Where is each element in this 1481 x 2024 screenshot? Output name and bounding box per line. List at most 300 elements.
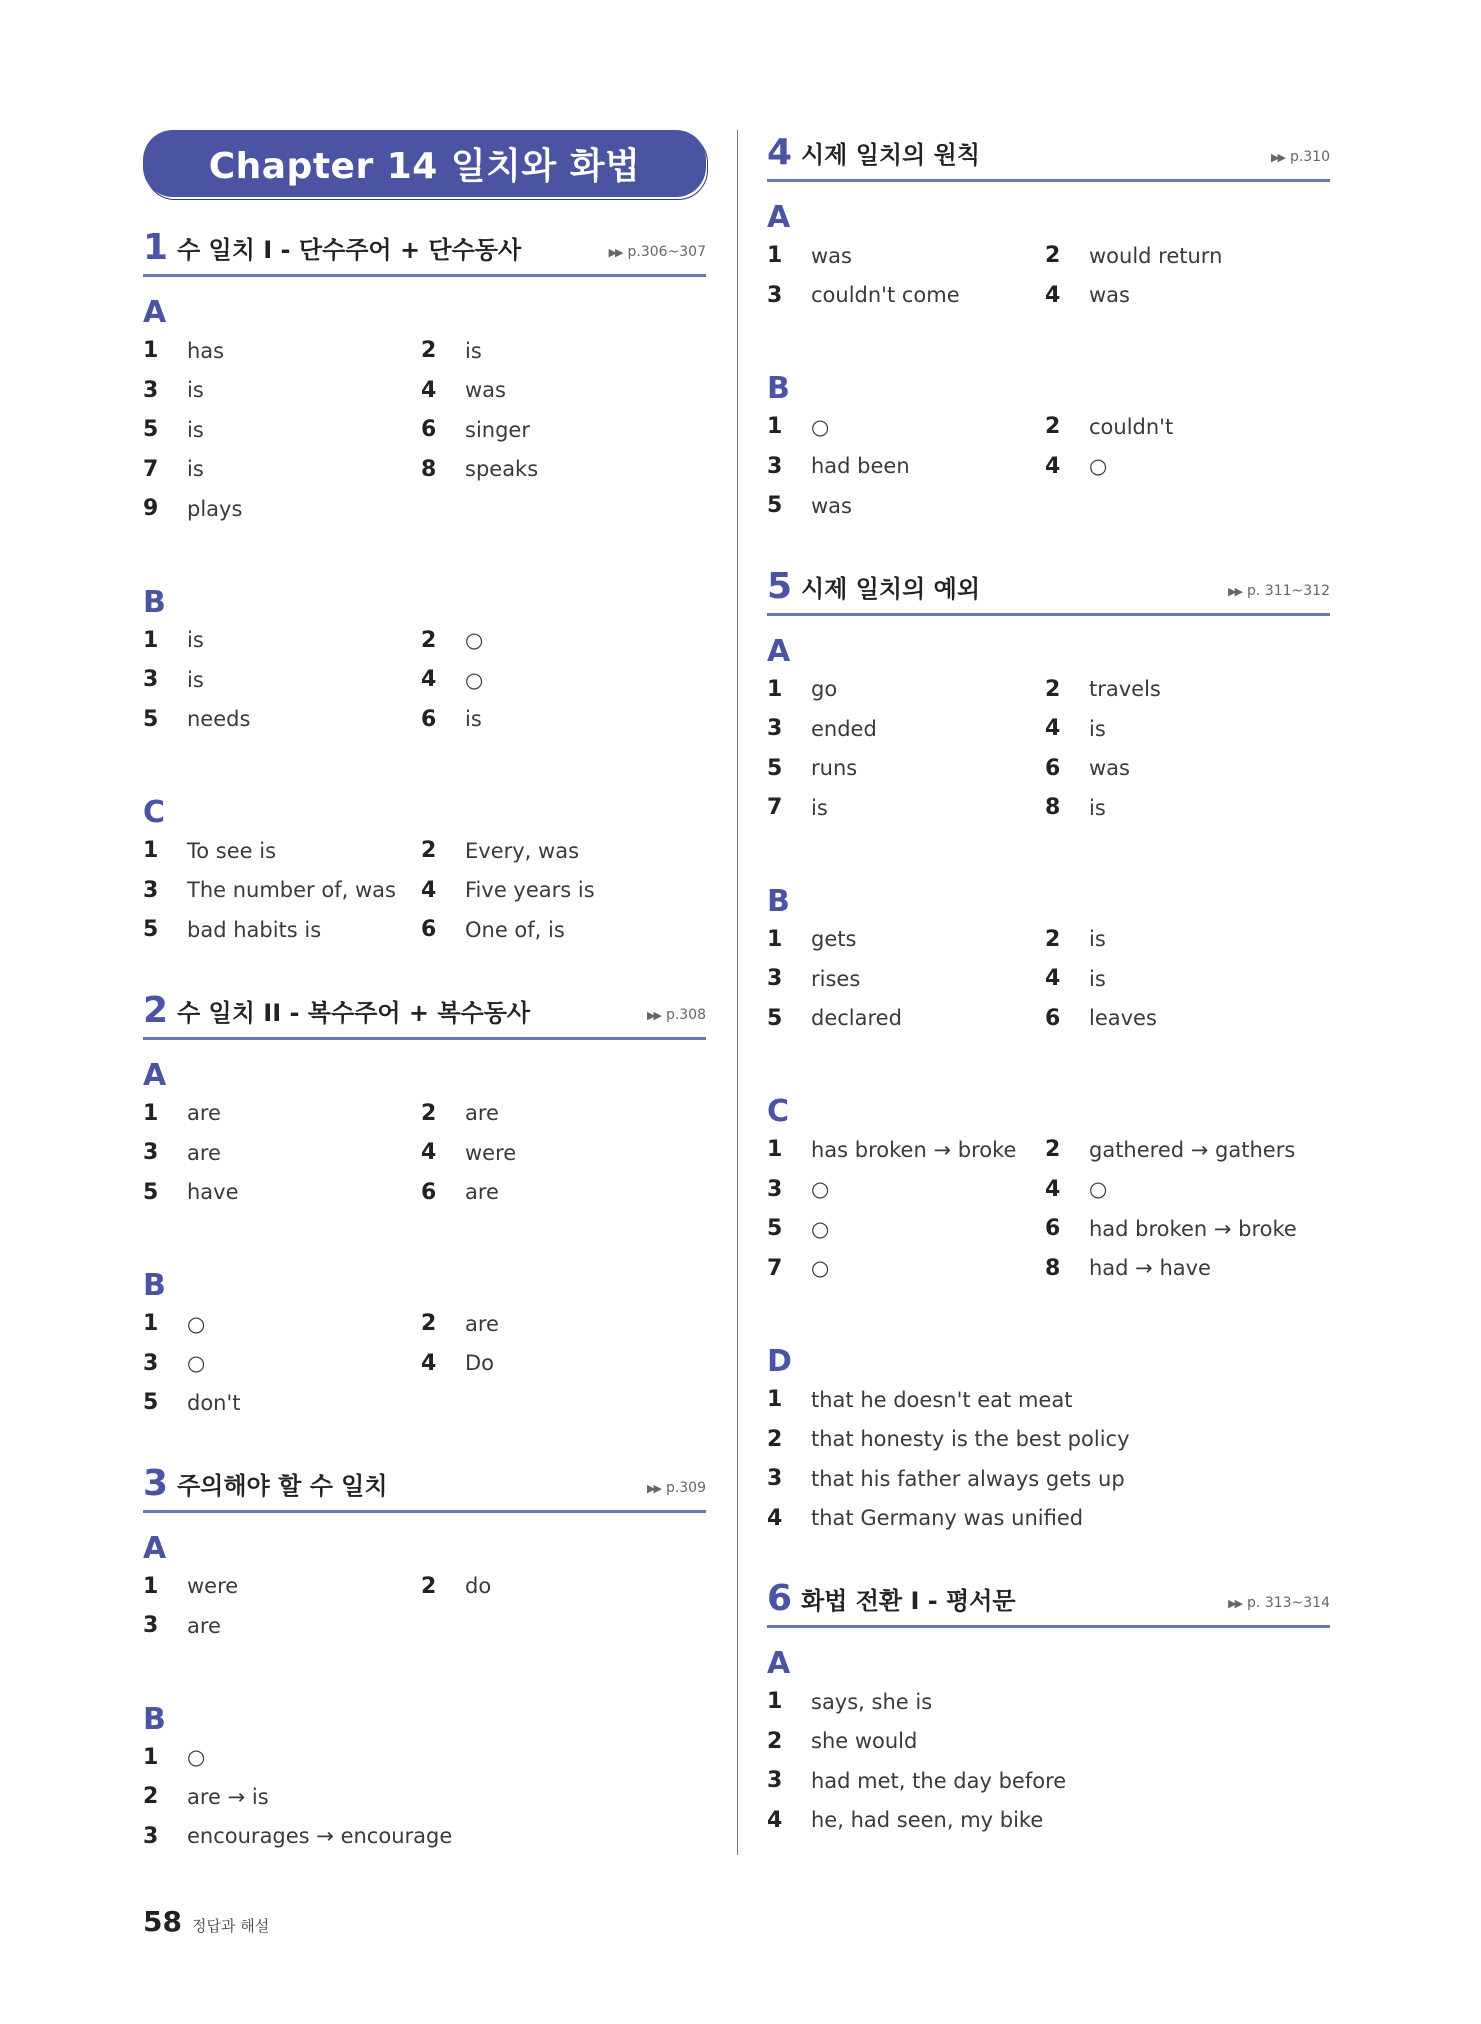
section-spacer <box>143 1423 706 1461</box>
answer-text: were <box>465 1140 517 1165</box>
answer-number: 1 <box>767 676 783 702</box>
answer-number: 1 <box>767 1689 783 1715</box>
answer-text: ○ <box>465 628 484 653</box>
answer-text: had → have <box>1089 1256 1211 1281</box>
answer-text: declared <box>811 1006 902 1031</box>
answer-item <box>143 371 421 411</box>
answer-number: 6 <box>1045 1005 1061 1031</box>
page-number: 58 <box>143 1905 182 1938</box>
answer-text: ○ <box>811 1256 830 1281</box>
answer-item <box>143 660 421 700</box>
answer-number: 2 <box>767 1426 783 1452</box>
answer-text: are <box>187 1613 221 1638</box>
answer-item <box>143 1817 706 1857</box>
answer-number: 7 <box>143 456 159 482</box>
answer-item <box>421 831 706 871</box>
answer-number: 2 <box>421 1573 437 1599</box>
answer-item <box>1045 788 1330 828</box>
answer-text: is <box>1089 795 1106 820</box>
answer-number: 3 <box>767 716 783 742</box>
answer-number: 3 <box>767 966 783 992</box>
answer-text: had met, the day before <box>811 1768 1067 1793</box>
page-ref-arrow-icon: ▶▶ <box>608 246 622 259</box>
answer-number: 5 <box>143 1390 159 1416</box>
answer-number: 4 <box>767 1505 783 1531</box>
answer-item <box>143 410 421 450</box>
part-letter-A: A <box>767 1646 791 1681</box>
section-number: 6 <box>767 1578 793 1619</box>
answer-text: was <box>1089 756 1130 781</box>
page-reference <box>1271 142 1330 173</box>
part-letter-A: A <box>767 633 791 669</box>
answer-number: 3 <box>767 1176 783 1202</box>
page-reference-text: p.309 <box>665 1479 706 1496</box>
answer-number: 9 <box>143 496 159 522</box>
answer-item <box>767 670 1045 710</box>
answer-text: is <box>1089 716 1106 741</box>
answer-item <box>421 700 706 740</box>
answer-number: 3 <box>767 453 783 479</box>
answer-text: rises <box>811 966 861 991</box>
answer-text: has broken → broke <box>811 1137 1017 1162</box>
part-letter-C: C <box>143 795 166 830</box>
section-header <box>143 225 706 277</box>
answer-list <box>143 1304 706 1423</box>
page-footer <box>143 1905 269 1938</box>
section-header <box>767 1576 1330 1628</box>
answer-item <box>767 1682 1330 1722</box>
page-reference <box>647 1473 706 1504</box>
answer-item <box>421 1567 706 1607</box>
answer-text: he, had seen, my bike <box>811 1808 1044 1833</box>
answer-item <box>143 1304 421 1344</box>
answer-item <box>767 486 1045 526</box>
answer-number: 3 <box>767 282 783 308</box>
answer-item <box>421 621 706 661</box>
answer-item <box>421 1094 706 1134</box>
answer-number: 2 <box>421 338 437 364</box>
answer-number: 3 <box>143 1613 159 1639</box>
answer-number: 7 <box>767 795 783 821</box>
part-letter-B: B <box>767 371 790 406</box>
answer-item <box>143 1606 421 1646</box>
answer-text: is <box>465 707 482 732</box>
answer-item <box>421 331 706 371</box>
answer-item <box>767 999 1045 1039</box>
section-title: 수 일치 II - 복수주어 + 복수동사 <box>177 998 531 1027</box>
answer-list <box>767 407 1330 526</box>
answer-item <box>767 1722 1330 1762</box>
answer-text: that honesty is the best policy <box>811 1427 1130 1452</box>
section-spacer <box>767 526 1330 564</box>
answer-text: would return <box>1089 243 1223 268</box>
answer-number: 2 <box>421 627 437 653</box>
answer-item <box>767 1801 1330 1841</box>
part-spacer <box>143 1646 706 1684</box>
answer-number: 8 <box>1045 795 1061 821</box>
answer-text: is <box>811 795 828 820</box>
page-reference <box>609 237 706 268</box>
answer-number: 1 <box>767 926 783 952</box>
answer-item <box>767 1459 1330 1499</box>
answer-item <box>421 1344 706 1384</box>
answer-item <box>143 1133 421 1173</box>
answer-item <box>767 1420 1330 1460</box>
section-title: 수 일치 I - 단수주어 + 단수동사 <box>177 236 522 264</box>
answer-number: 6 <box>421 417 437 443</box>
answer-number: 1 <box>143 1311 159 1337</box>
page-reference <box>1228 1588 1330 1619</box>
section-header <box>143 1461 706 1513</box>
answer-number: 2 <box>1045 1137 1061 1163</box>
answer-text: go <box>811 677 838 702</box>
answer-item <box>1045 1209 1330 1249</box>
answer-item <box>421 1133 706 1173</box>
answer-number: 7 <box>767 1255 783 1281</box>
answer-text: that Germany was unified <box>811 1506 1084 1531</box>
answer-item <box>143 831 421 871</box>
answer-text: ○ <box>1089 454 1108 479</box>
answer-number: 3 <box>767 1768 783 1794</box>
answer-number: 4 <box>1045 1176 1061 1202</box>
answer-text: gets <box>811 927 857 952</box>
section-2 <box>143 988 706 1423</box>
part-letter-A: A <box>143 295 167 330</box>
answer-item <box>1045 236 1330 276</box>
answer-text: ○ <box>1089 1177 1108 1202</box>
answer-item <box>1045 276 1330 316</box>
answer-text: plays <box>187 496 243 521</box>
section-header <box>767 130 1330 182</box>
answer-list <box>767 1682 1330 1840</box>
page-reference-text: p.310 <box>1289 149 1330 165</box>
answer-number: 3 <box>767 1466 783 1492</box>
answer-number: 1 <box>143 838 159 864</box>
answer-list <box>143 621 706 740</box>
answer-item <box>767 749 1045 789</box>
answer-text: don't <box>187 1390 241 1415</box>
answer-text: was <box>1089 283 1130 308</box>
answer-item <box>1045 670 1330 710</box>
answer-number: 3 <box>143 377 159 403</box>
answer-item <box>767 920 1045 960</box>
answer-item <box>421 371 706 411</box>
answer-number: 3 <box>143 667 159 693</box>
answer-text: Every, was <box>465 838 580 863</box>
answer-item <box>143 1738 706 1778</box>
answer-item <box>143 489 421 529</box>
answer-text: she would <box>811 1729 918 1754</box>
answer-text: One of, is <box>465 917 565 942</box>
answer-number: 6 <box>421 1179 437 1205</box>
answer-item <box>1045 1170 1330 1210</box>
right-sections <box>767 130 1330 1840</box>
section-5 <box>767 564 1330 1539</box>
answer-item <box>421 871 706 911</box>
answer-list <box>767 670 1330 828</box>
part-spacer <box>767 1038 1330 1076</box>
answer-number: 4 <box>421 377 437 403</box>
answer-item <box>1045 920 1330 960</box>
answer-text: bad habits is <box>187 917 322 942</box>
answer-text: are <box>465 1101 499 1126</box>
answer-text: do <box>465 1574 492 1599</box>
answer-item <box>767 407 1045 447</box>
part-letter-D: D <box>767 1344 792 1379</box>
answer-item <box>421 410 706 450</box>
part-letter-A: A <box>767 200 791 235</box>
section-number: 1 <box>143 227 169 268</box>
answer-item <box>767 236 1045 276</box>
answer-text: ○ <box>811 1216 830 1241</box>
answer-number: 6 <box>1045 1216 1061 1242</box>
chapter-title-banner <box>143 130 706 197</box>
answer-list <box>143 1094 706 1213</box>
answer-text: have <box>187 1180 239 1205</box>
answer-text: had broken → broke <box>1089 1216 1297 1241</box>
answer-number: 4 <box>421 1350 437 1376</box>
answer-text: had been <box>811 454 910 479</box>
answer-text: couldn't <box>1089 414 1174 439</box>
answer-item <box>767 1380 1330 1420</box>
answer-number: 6 <box>421 706 437 732</box>
section-3 <box>143 1461 706 1857</box>
page-ref-arrow-icon: ▶▶ <box>1271 151 1284 164</box>
footer-label: 정답과 해설 <box>191 1917 270 1935</box>
part-letter-B: B <box>767 883 790 919</box>
answer-text: ○ <box>811 414 830 439</box>
section-1 <box>143 225 706 950</box>
page-ref-arrow-icon: ▶▶ <box>1228 1597 1242 1610</box>
answer-list <box>143 831 706 950</box>
answer-text: are <box>465 1311 499 1336</box>
answer-item <box>1045 709 1330 749</box>
answer-text: travels <box>1089 677 1161 702</box>
answer-item <box>143 1567 421 1607</box>
answer-text: ○ <box>187 1311 206 1336</box>
part-letter-B: B <box>143 1268 166 1303</box>
left-sections <box>143 225 706 1856</box>
page-reference-text: p.306~307 <box>627 244 706 260</box>
answer-item <box>143 621 421 661</box>
answer-number: 8 <box>421 456 437 482</box>
answer-number: 2 <box>767 1728 783 1754</box>
answer-item <box>143 1344 421 1384</box>
answer-number: 1 <box>767 243 783 269</box>
part-spacer <box>143 529 706 567</box>
answer-list <box>767 920 1330 1039</box>
section-number: 2 <box>143 989 169 1031</box>
answer-item <box>421 910 706 950</box>
answer-text: ○ <box>187 1745 206 1770</box>
part-spacer <box>767 828 1330 866</box>
answer-list <box>143 1567 706 1646</box>
answer-number: 2 <box>1045 414 1061 440</box>
answer-number: 3 <box>143 1350 159 1376</box>
answer-number: 4 <box>1045 453 1061 479</box>
section-4 <box>767 130 1330 526</box>
answer-number: 3 <box>143 1823 159 1849</box>
answer-number: 4 <box>767 1807 783 1833</box>
section-title: 주의해야 할 수 일치 <box>177 1471 388 1500</box>
answer-number: 2 <box>143 1784 159 1810</box>
page-reference-text: p. 311~312 <box>1247 582 1330 599</box>
answer-text: ○ <box>465 667 484 692</box>
answer-item <box>767 709 1045 749</box>
answer-text: runs <box>811 756 858 781</box>
answer-item <box>143 1383 421 1423</box>
section-6 <box>767 1576 1330 1840</box>
answer-text: gathered → gathers <box>1089 1137 1296 1162</box>
answer-list <box>143 331 706 529</box>
answer-text: To see is <box>187 838 277 863</box>
answer-number: 1 <box>767 1387 783 1413</box>
answer-item <box>767 788 1045 828</box>
answer-text: is <box>187 667 204 692</box>
answer-text: is <box>465 338 482 363</box>
section-spacer <box>143 950 706 988</box>
answer-number: 1 <box>143 1744 159 1770</box>
section-title: 시제 일치의 예외 <box>801 574 980 603</box>
answer-text: that his father always gets up <box>811 1466 1125 1491</box>
answer-item <box>767 447 1045 487</box>
answer-text: encourages → encourage <box>187 1824 453 1849</box>
answer-item <box>1045 1130 1330 1170</box>
answer-text: Five years is <box>465 878 595 903</box>
answer-number: 2 <box>1045 676 1061 702</box>
answer-text: are <box>187 1140 221 1165</box>
answer-item <box>1045 749 1330 789</box>
answer-number: 5 <box>143 417 159 443</box>
answer-item <box>767 1249 1045 1289</box>
answer-number: 2 <box>1045 926 1061 952</box>
answer-item <box>143 910 421 950</box>
answer-text: ended <box>811 716 877 741</box>
answer-item <box>1045 999 1330 1039</box>
chapter-title: Chapter 14 일치와 화법 <box>208 146 641 187</box>
answer-number: 3 <box>143 877 159 903</box>
page-ref-arrow-icon: ▶▶ <box>647 1481 660 1495</box>
answer-item <box>767 1130 1045 1170</box>
answer-number: 4 <box>1045 966 1061 992</box>
answer-text: is <box>1089 966 1106 991</box>
answer-list <box>143 1738 706 1857</box>
right-column <box>767 130 1330 1840</box>
answer-number: 2 <box>421 838 437 864</box>
answer-item <box>421 1304 706 1344</box>
answer-text: singer <box>465 417 530 442</box>
answer-text: says, she is <box>811 1689 933 1714</box>
answer-number: 1 <box>767 1137 783 1163</box>
answer-text: Do <box>465 1351 495 1376</box>
answer-text: is <box>1089 927 1106 952</box>
answer-item <box>1045 407 1330 447</box>
answer-number: 1 <box>143 1100 159 1126</box>
answer-number: 2 <box>421 1100 437 1126</box>
answer-text: that he doesn't eat meat <box>811 1387 1073 1412</box>
answer-text: The number of, was <box>187 878 396 903</box>
answer-number: 1 <box>143 338 159 364</box>
answer-item <box>143 1777 706 1817</box>
answer-item <box>143 700 421 740</box>
answer-number: 2 <box>421 1311 437 1337</box>
answer-text: speaks <box>465 457 539 482</box>
answer-number: 3 <box>143 1140 159 1166</box>
answer-item <box>421 450 706 490</box>
answer-item <box>143 1173 421 1213</box>
answer-number: 2 <box>1045 243 1061 269</box>
page-reference-text: p.308 <box>665 1006 706 1023</box>
section-number: 5 <box>767 565 793 607</box>
answer-number: 5 <box>143 1179 159 1205</box>
answer-text: ○ <box>811 1177 830 1202</box>
answer-item <box>421 1173 706 1213</box>
answer-number: 6 <box>1045 755 1061 781</box>
answer-number: 4 <box>421 877 437 903</box>
answer-item <box>143 871 421 911</box>
answer-item <box>421 660 706 700</box>
page-ref-arrow-icon: ▶▶ <box>1228 584 1242 598</box>
answer-number: 5 <box>767 493 783 519</box>
answer-text: were <box>187 1574 239 1599</box>
answer-text: has <box>187 338 225 363</box>
answer-text: are → is <box>187 1784 269 1809</box>
answer-text: is <box>187 457 204 482</box>
answer-item <box>767 1499 1330 1539</box>
answer-item <box>143 331 421 371</box>
answer-number: 5 <box>767 1216 783 1242</box>
answer-item <box>767 276 1045 316</box>
answer-number: 1 <box>143 627 159 653</box>
answer-number: 8 <box>1045 1255 1061 1281</box>
answer-item <box>767 1209 1045 1249</box>
answer-list <box>767 1380 1330 1538</box>
answer-text: couldn't come <box>811 283 960 308</box>
answer-text: are <box>465 1180 499 1205</box>
page-reference <box>647 1000 706 1031</box>
section-header <box>143 988 706 1040</box>
answer-item <box>1045 447 1330 487</box>
answer-number: 4 <box>1045 282 1061 308</box>
answer-number: 5 <box>143 917 159 943</box>
part-spacer <box>767 315 1330 353</box>
answer-text: ○ <box>187 1351 206 1376</box>
answer-item <box>767 1170 1045 1210</box>
answer-text: was <box>811 493 852 518</box>
answer-item <box>767 1761 1330 1801</box>
answer-text: needs <box>187 707 251 732</box>
answer-number: 5 <box>767 1005 783 1031</box>
answer-number: 4 <box>421 1140 437 1166</box>
section-title: 화법 전환 I - 평서문 <box>801 1587 1016 1615</box>
answer-item <box>1045 1249 1330 1289</box>
part-spacer <box>767 1288 1330 1326</box>
part-letter-A: A <box>143 1057 167 1093</box>
part-letter-A: A <box>143 1530 167 1566</box>
answer-number: 4 <box>421 667 437 693</box>
answer-text: is <box>187 628 204 653</box>
left-column <box>143 130 706 1856</box>
page-reference-text: p. 313~314 <box>1247 1595 1330 1611</box>
section-number: 3 <box>143 1462 169 1504</box>
answer-number: 5 <box>767 755 783 781</box>
answer-number: 5 <box>143 706 159 732</box>
part-letter-B: B <box>143 1701 166 1737</box>
section-header <box>767 564 1330 616</box>
part-letter-C: C <box>767 1094 790 1129</box>
answer-item <box>143 1094 421 1134</box>
answer-item <box>767 959 1045 999</box>
